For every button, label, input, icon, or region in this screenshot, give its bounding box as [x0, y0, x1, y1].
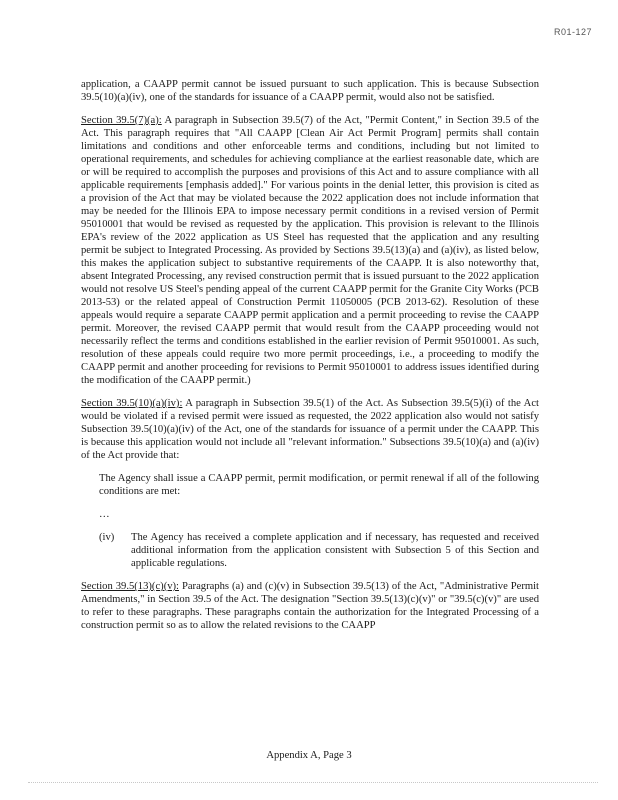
paragraph-continuation — [81, 78, 539, 104]
list-item-number: (iv) — [99, 532, 115, 543]
document-id: R01-127 — [553, 27, 592, 37]
paragraph-text: Paragraphs (a) and (c)(v) in Subsection 39.5(13) of the Act, "Administrative Permit Amendments," in Section 39.5 of the Act. The designation "Section 39.5(13)(c)(v)" or "39.5(c)(v)" are used to refer to these paragraphs. These paragraphs contain the authorization for the Integrated Processing of a construction permit so as to allow the related revisions to the CAAPP — [81, 581, 540, 631]
section-reference: Section 39.5(10)(a)(iv): — [81, 398, 183, 409]
scan-artifact-line — [28, 782, 598, 783]
quote-ellipsis: … — [99, 509, 110, 520]
page-footer: Appendix A, Page 3 — [266, 750, 352, 761]
paragraph-text: A paragraph in Subsection 39.5(7) of the Act, "Permit Content," in Section 39.5 of the Act. This paragraph requires that "All CAAPP [Clean Air Act Permit Program] permits shall contain limitations and conditions and other enforceable terms and conditions, including but not limited to operational requirements, and schedules for achieving compliance at the earliest reasonable date, which are or will be required to accomplish the purposes and provisions of this Act and to assure compliance with all applicable requirements [emphasis added]." For various points in the denial letter, this provision is cited as a provision of the Act that may be violated because the 2022 application does not include information that may be needed for the Illinois EPA to impose necessary permit conditions in a revised version of Permit 95010001 that would be revised as requested by the application. This provision is relevant to the Illinois EPA's review of the 2022 application as US Steel has requested that the application and any resulting permit be subject to Integrated Processing. As provided by Sections 39.5(13)(a) and (a)(iv), as listed below, this makes the application subject to substantive requirements of the CAAPP. It is also noteworthy that, absent Integrated Processing, any revised construction permit that is issued pursuant to the 2022 application would not resolve US Steel's pending appeal of the current CAAPP permit for the Granite City Works (PCB 2013-53) or the related appeal of Construction Permit 11050005 (PCB 2013-62). Resolution of these appeals would require a separate CAAPP permit application and a permit proceeding to revise the CAAPP permit. Moreover, the revised CAAPP permit that would result from the CAAPP proceeding would not necessarily reflect the terms and conditions established in the earlier revision of Permit 95010001. As such, resolution of these appeals could require two more permit proceedings, i.e., a proceeding to modify the CAAPP permit and another proceeding for revisions to Permit 95010001 to address issues identified during the modification of the CAAPP permit.) — [81, 115, 539, 386]
paragraph-section-39-5-7-a — [81, 114, 539, 387]
document-body — [81, 78, 539, 642]
paragraph-section-39-5-13-c-v — [81, 580, 539, 632]
paragraph-section-39-5-10-a-iv — [81, 397, 539, 462]
paragraph-text: A paragraph in Subsection 39.5(1) of the Act. As Subsection 39.5(5)(i) of the Act would be violated if a revised permit were issued as requested, the 2022 application also would not satisfy Subsection 39.5(10)(a)(iv) of the Act, one of the standards for issuance of a permit under the CAAPP. This is because this application would not include all "relevant information." Subsections 39.5(10)(a) and (a)(iv) of the Act provide that: — [81, 398, 539, 461]
section-reference: Section 39.5(7)(a): — [81, 115, 162, 126]
quote-list-item — [99, 531, 539, 570]
block-quote-intro: The Agency shall issue a CAAPP permit, permit modification, or permit renewal if all of the following conditions are met: — [99, 473, 539, 497]
list-item-text: The Agency has received a complete application and if necessary, has requested and received additional information from the application consistent with Subsection 5 of this Section and applicable regulations. — [131, 532, 539, 569]
section-reference: Section 39.5(13)(c)(v): — [81, 581, 179, 592]
paragraph-text: application, a CAAPP permit cannot be issued pursuant to such application. This is because Subsection 39.5(10)(a)(iv), one of the standards for issuance of a CAAPP permit, would also not be satisfied. — [81, 79, 539, 103]
